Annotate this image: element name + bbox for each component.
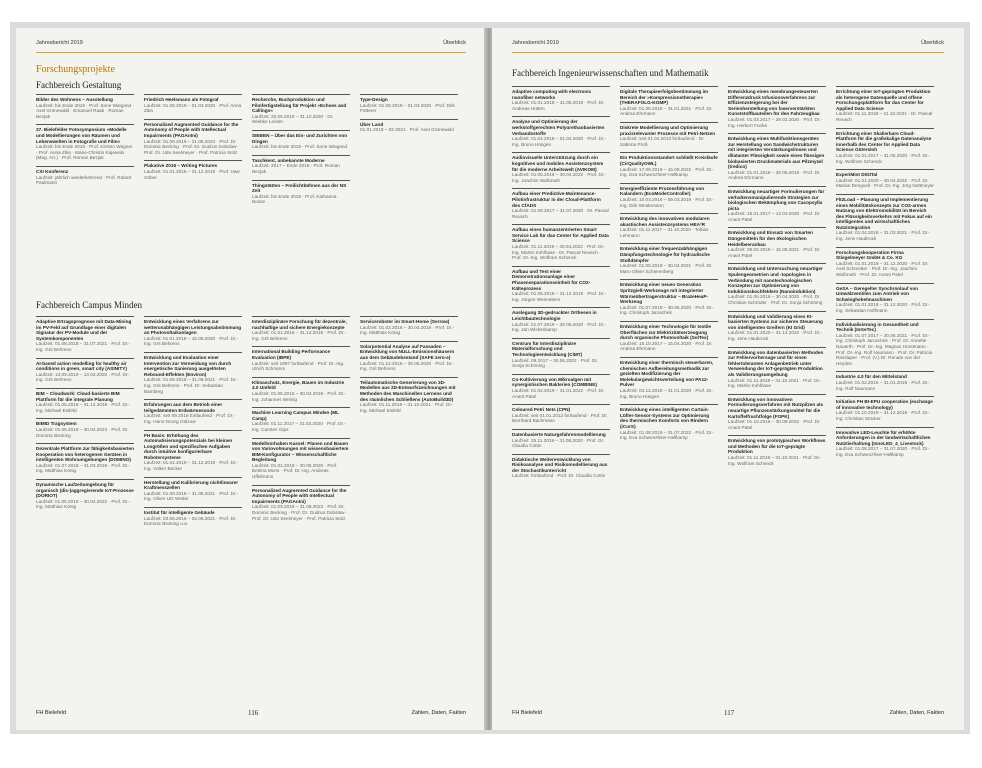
project-meta: Laufzeit: 01.09.2019 – 01.03.2020 · Prof. Dirk Fütterer bbox=[360, 102, 455, 114]
project-meta: Laufzeit: 01.01.2018 – 30.06.2019 · Prof. Dr. Andrea Ehrmann bbox=[728, 169, 821, 181]
page-title: Forschungsprojekte bbox=[36, 64, 115, 75]
project-entry bbox=[512, 116, 610, 147]
project-entry bbox=[144, 477, 242, 502]
project-title: Aufbau eines humanzentrierten Smart Service Lab für das Center for Applied Data Science bbox=[512, 227, 609, 244]
project-title: Interdisziplinäre Forschung für dezentrale, nachhaltige und sichere Energiekonzepte bbox=[252, 319, 347, 330]
project-meta: Laufzeit: bis Ende 2019 · Prof. Sone Wiegand · Axel Grünewald · Emanuel Raab · Roman Bezjak bbox=[36, 102, 134, 119]
project-meta: Laufzeit: seit 09.2016 fortlaufend · Prof. Dr.-Ing. Hans-Georg Gülzow bbox=[144, 413, 235, 424]
project-entry bbox=[252, 94, 350, 125]
project-title: Forschungskooperation Firma Stiegelmeyer GmbH & Co. KG bbox=[836, 249, 904, 261]
project-title: Serviceroboter im Smart-Home (Serrow) bbox=[360, 319, 450, 324]
project-meta: Laufzeit: 01.09.2019 – 31.08.2023 · Prof. Dr. Dominic Becking · Prof. Dr. Gudrun Dobslaw · Prof. Dr. Udo Seelmeyer · Prof. Patricia Stolz bbox=[252, 504, 348, 521]
project-title: Plakative 2015 – Writing Pictures bbox=[144, 163, 218, 169]
project-entry bbox=[728, 186, 826, 223]
project-title: Individualisierung in Gesundheit und Technik (InGeTec) bbox=[836, 321, 919, 333]
page-number: 117 bbox=[724, 709, 735, 717]
project-title: 37. Bielefelder Fotosymposium »Modelle und Modellierungen von Räumen und Lebenswelten in Fotografie und Film« bbox=[36, 127, 127, 144]
project-title: Industrie 4.0 für den Mittelstand bbox=[836, 374, 907, 380]
project-meta: Laufzeit: 01.07.2017 – 30.06.2021 · Prof. Dr.-Ing. Christoph Jaroschek · Prof. Dr. Annette Nauerth · Prof. Dr.-Ing. Magnus Horstmann · Prof. Dr.-Ing. Rolf Naumann · Prof. Dr. Patricia Rasslaper · Prof. (V.) Dr. Renate von der Heyden bbox=[836, 332, 933, 366]
project-meta: Laufzeit: 16.10.2017 – 15.04.2020 · Prof. Dr. Andrea Ehrmann bbox=[620, 340, 713, 352]
project-title: Aufbau einer Predictive-Maintenance-Pilotinfrastruktur in der Cloud-Plattform des CfADS bbox=[512, 191, 601, 208]
project-entry bbox=[620, 321, 718, 352]
column-ingenieur-4 bbox=[836, 86, 934, 462]
column-minden-2 bbox=[144, 316, 242, 532]
project-meta: Laufzeit: 01.02.2016 – 30.04.2019 · Prof. Dr.-Ing. Matthias König bbox=[360, 324, 455, 336]
project-title: Klimaschutz, Energie, Bauen im Industrie 4.0 Umfeld bbox=[252, 379, 345, 391]
project-title: Errichtung einer IoT-geprägten Produktion als heterogene Datenquelle und offene Forschungsplattform für das Center for Applied Data Science bbox=[836, 89, 931, 111]
project-meta: Laufzeit: 01.07.2018 – 31.03.2019 · Prof. Dr.-Ing. Matthias König bbox=[36, 462, 131, 474]
project-entry bbox=[36, 479, 134, 510]
project-meta: Laufzeit: 01.01.2018 – 30.06.2020 · Prof. Bettina Mons · Prof. Dr.-Ing. Andreas Uffelmann bbox=[252, 462, 338, 480]
project-entry bbox=[836, 194, 934, 242]
project-entry bbox=[728, 394, 826, 431]
project-entry bbox=[620, 279, 718, 316]
project-meta: Laufzeit: 01.08.2019 – 31.07.2022 · Prof. Dr.-Ing. Eva Schwenzfeier-Hellkamp bbox=[620, 429, 715, 441]
project-title: Ein Produktionsstandort schließt Kreisläufe (CirQualityOWL) bbox=[620, 155, 718, 166]
project-title: Taschkent, unbekannte Moderne bbox=[252, 157, 325, 163]
column-ingenieur-1 bbox=[512, 86, 610, 484]
project-title: Auslegung 3D-gedruckter Orthesen in Leichtbautechnologie bbox=[512, 310, 597, 321]
project-entry bbox=[620, 404, 718, 441]
project-entry bbox=[36, 166, 134, 186]
project-entry bbox=[728, 227, 826, 258]
project-title: Innovative LED-Leuchte für erhöhte Anforderungen in der landwirtschaftlichen Nutztierhaltung (InnoLED_4_Livestock) bbox=[836, 429, 931, 446]
header-label: Jahresbericht 2019 bbox=[512, 40, 559, 46]
column-gestaltung-2 bbox=[144, 94, 242, 185]
project-meta: Laufzeit: bis Ende 2019 · Prof. Kirsten Wagner · Prof. Anna Zika · Marie-Christin Kajewski (Mag. Art.) · Prof. Roman Bezjak bbox=[36, 144, 133, 161]
project-entry bbox=[144, 352, 242, 394]
project-meta: Laufzeit: 01.07.2019 – 30.06.2020 · Prof. Dr.-Ing. Jan Wickenkamp bbox=[512, 321, 607, 333]
right-page bbox=[492, 28, 964, 730]
project-title: Modellvorhaben Kassel: Planen und Bauen von Variovohnungen mit wissensbasiertem BIM-Konfigurator – Wissenschaftliche Begleitung bbox=[252, 440, 349, 463]
project-meta: Laufzeit: 01.05.2019 – 30.04.2023 · Prof. Dr. Dominic Becking bbox=[36, 426, 129, 438]
project-meta: Laufzeit: 09.2017 – 30.06.2022 · Prof. Dr. Sonja Schöning bbox=[512, 357, 598, 369]
project-meta: Laufzeit: 01.05.2019 – 30.04.2022 · Prof. Dr.-Ing. Matthias König bbox=[36, 498, 131, 510]
project-meta: Laufzeit: 01.08.2017 – 31.07.2020 · Prof. Dr.-Ing. Eva Schwenzfeier-Hellkamp bbox=[836, 446, 931, 457]
project-entry bbox=[144, 160, 242, 180]
project-meta: Laufzeit: 01.02.2016 – 31.01.2019 · Prof. Dr.-Ing. Rolf Naumann bbox=[836, 379, 931, 391]
project-entry bbox=[252, 377, 350, 402]
project-meta: Laufzeit: 13.09.2019 – 13.02.2020 · Prof. Dr.-Ing. Grit Behrens bbox=[36, 371, 131, 383]
project-meta: Laufzeit: fortlaufend · Prof. Dr. Claudia Cottin bbox=[512, 473, 606, 479]
project-meta: Laufzeit: 01.01.2020 – 31.12.2022 · Prof. Dr.-Ing. Jens Haubrock bbox=[728, 330, 823, 341]
project-title: Herstellung und Kalibrierung nichtlinearer Kraftmesszellen bbox=[144, 479, 239, 491]
project-title: SIEBEN – Über das Ein- und Zurichten von Dingen bbox=[252, 132, 348, 144]
project-title: Entwicklung eines intelligenten Curtain-Lüfter-Sensor-Systems zur Optimierung des thermischen Komforts von Rindern (iCurS) bbox=[620, 407, 710, 429]
project-title: Centrum für Interdisziplinäre Materialforschung und Technologieentwicklung (CiMT) bbox=[512, 340, 583, 357]
project-entry bbox=[512, 266, 610, 303]
project-title: Entwicklung eines membrangesteuerten Differenzdruck Infusionsverfahrens zur Effizienzsteigerung bei der Serienherstellung von faserverstärkten Kunststoffbauteilen für den Fahrzeugbau bbox=[728, 89, 820, 117]
project-title: Thingstätten – Freilichtbühnen aus der NS Zeit bbox=[252, 182, 347, 194]
project-meta: Laufzeit: 01.11.2018 – 31.10.2021 · Prof. Dr.-Ing. Martin Kohlhase bbox=[728, 377, 822, 389]
project-title: Aufbau und Test einer Demonstrationsanlage einer Phasenseparationseinheit für CO2-Kälteprozess bbox=[512, 268, 591, 291]
project-meta: Laufzeit: 01.11.2018 – 31.10.2021 · Prof. Dr.-Ing. Wolfram Schenck bbox=[728, 455, 822, 466]
project-meta: Laufzeit: 01.01.2018 – 15.09.2020 · Prof. Dr.-Ing. Grit Behrens bbox=[144, 335, 239, 347]
project-meta: Laufzeit: 01.08.2017 – 31.07.2020 · Dr. Pascal Reusch bbox=[512, 208, 609, 219]
project-entry bbox=[252, 316, 350, 341]
project-entry bbox=[36, 388, 134, 413]
project-meta: Laufzeit: 03.06.2016 – 02.06.2021 · Prof. Dr. Dominic Becking u.a. bbox=[144, 515, 237, 527]
project-title: Analyse und Optimierung der werkstoffgerechten Polyurethanbasierten Verbandsstoffe bbox=[512, 119, 605, 136]
section-heading-gestaltung: Fachbereich Gestaltung bbox=[36, 80, 122, 90]
project-title: Entwicklung neuartiger Formulierungen für verhaltensmanipulierende Strategien zur biologischen Bekämpfung von Cacopsylla picta bbox=[728, 188, 825, 211]
project-title: Entwicklung von innovativen Formulierungsverfahren mit Nutzpilzen als neuartige Pflanzenstärkungsmittel für die Kartoffelfruchtfolge (FOPK) bbox=[728, 396, 824, 419]
project-title: Friedrich Heelsmann als Fotograf bbox=[144, 97, 219, 102]
project-entry bbox=[144, 507, 242, 527]
project-entry bbox=[252, 346, 350, 371]
project-meta: Laufzeit: 05.02.2019 – 15.08.2021 · Prof. Dr. Anant Patel bbox=[728, 247, 821, 258]
project-title: GeSA – Geregelter Synchronlauf von Umwälzventilen zum Antrieb von Schwinghebelmaschinen bbox=[836, 285, 919, 302]
project-title: Entwicklung und Validierung eines KI-basierten Systems zur sicheren Steuerung von intelligenten Greifern (KI Grid) bbox=[728, 313, 823, 330]
project-meta: Laufzeit: 01.01.2015 – 31.12.2019 · Prof. Uwe Göbel bbox=[144, 168, 240, 180]
project-entry bbox=[620, 243, 718, 274]
column-minden-1 bbox=[36, 316, 134, 515]
project-entry bbox=[360, 316, 458, 336]
header-label: Jahresbericht 2019 bbox=[36, 40, 83, 46]
project-entry bbox=[836, 128, 934, 165]
project-meta: Laufzeit: 01.05.2018 – 31.12.2019 · Prof. Dr.-Ing. Michael Eisfeld bbox=[36, 402, 131, 413]
project-title: FlI2Load – Planung und Implementierung eines Mobilitätskonzepts zur CO2-armen Nutzung von Elektromobilität im Bereich des Flüssigkeitsverkehrs mit Fokus auf ein intelligentes und wirtschaftliches Nutzintegration bbox=[836, 196, 932, 230]
project-title: Entwicklung und Untersuchung neuartiger Spulengeometrien und -topologien in Verbindung mit nanotechnologischen Konzepten zur Optimierung von Induktionskochfeldern (Nanoinduktion) bbox=[728, 266, 823, 294]
project-entry bbox=[620, 152, 718, 177]
project-meta: Laufzeit: 01.04.2018 – 31.03.2021 · Prof. Dr.-Ing. Jens Haubrock bbox=[836, 230, 931, 242]
project-title: Teilautomatische Generierung von 3D-Modellen aus 2D-Entwurfszeichnungen mit Methoden des Maschinellen Lernens und des räumlichen Schließens (AutoBuild3D) bbox=[360, 379, 456, 402]
project-entry bbox=[252, 438, 350, 480]
project-entry bbox=[728, 133, 826, 181]
project-meta: Laufzeit: 01.11.2019 – 31.10.2021 · Prof. Dr.-Ing. Michael Eisfeld bbox=[360, 402, 454, 413]
project-entry bbox=[360, 377, 458, 414]
project-title: Entwicklung einer neuen Generation Spritzgieß-Werkzeuge mit integrierter Wärmeübertragerstruktur – BrazeHeaP-Werkzeug bbox=[620, 282, 709, 305]
project-title: Entwicklung und Evaluation einer Intervention zur Vermeidung von durch energetische Sanierung ausgelösten Rebound-Effekten (Environ) bbox=[144, 354, 232, 377]
column-ingenieur-2 bbox=[620, 86, 718, 446]
project-meta: Laufzeit: 01.09.2019 – 31.08.2021 · Prof. Dr.-Ing. Oliver Utz Wetter bbox=[144, 490, 239, 502]
project-title: Digitale Therapieerfolgsbestimmung im Bereich der »Kompressionstherapie« (THERAFOLG-KOMP) bbox=[620, 89, 709, 106]
project-title: Dynamische Laufzeitumgebung für organisch (dis-)aggregierende IoT-Prozesse (DORIOT) bbox=[36, 482, 134, 499]
project-meta: Laufzeit: 25.11.2019 – 31.08.2020 · Prof. Dr. Claudia Cottin bbox=[512, 437, 605, 449]
project-title: Errichtung einer Skalierbare Cloud-Plattform für die großskalige Datenanalyse innerhalb des Center for Applied Data Science Gütersloh bbox=[836, 130, 932, 153]
project-meta: Laufzeit: 15.01.2017 – 14.03.2020 · Prof. Dr. Anant Patel bbox=[728, 211, 821, 222]
project-title: Über Land bbox=[360, 121, 384, 127]
project-title: Entwicklung eines Multifunktionsgerätes zur Herstellung von Sandwichstrukturen mit integrierten Verstärkungslinsen und dilatanter Flüssigkeit sowie eines flüssigen biobasierten Druckmaterials aus Pilzmyzel (tredico) bbox=[728, 136, 825, 170]
project-entry bbox=[36, 443, 134, 474]
project-meta: Laufzeit: 01.09.2018 – 31.08.2021 · Prof. Dr.-Ing. Grit Behrens · Prof. Dr. Sebastian Bamberg bbox=[144, 377, 239, 394]
project-title: International Building Performance Evaluation (IBPE) bbox=[252, 349, 331, 360]
header-section: Überblick bbox=[443, 40, 466, 46]
project-entry bbox=[836, 427, 934, 458]
project-entry bbox=[252, 407, 350, 432]
project-title: Personalized Augmented Guidance for the Autonomy of People with Intellectual Impairments (PAGAnIni) bbox=[252, 487, 347, 504]
project-meta: Laufzeit: 01.07.2018 – 30.06.2020 · Prof. Dr.-Ing. Christoph Jaroschek bbox=[620, 304, 715, 316]
project-title: Entwicklung von prototypischen Workflows und Methoden für die IoT-geprägte Produktion bbox=[728, 438, 826, 455]
project-entry bbox=[620, 357, 718, 399]
project-title: Solarpotential Analyse auf Fassaden – Entwicklung von NULL-Emissionshäusern aus dem Gebäudebestand (SAFE zero-e) bbox=[360, 343, 455, 360]
footer-title: Zahlen, Daten, Fakten bbox=[889, 710, 944, 716]
open-book bbox=[10, 22, 970, 734]
project-entry bbox=[620, 213, 718, 238]
project-meta: Laufzeit: 01.01.2017 – 31.05.2020 · Prof. Dr.-Ing. Wolfram Schenck bbox=[836, 152, 931, 164]
project-title: Personalized Augmented Guidance for the Autonomy of People with Intellectual Impairments (PAGAnIni) bbox=[144, 121, 239, 138]
project-meta: Laufzeit: 01.10.2019 – 30.09.2022 · Prof. Dr. Anant Patel bbox=[728, 419, 821, 430]
project-entry bbox=[252, 130, 350, 150]
project-meta: Laufzeit: 2017 – Ende 2019 · Prof. Roman Bezjak bbox=[252, 163, 340, 174]
project-title: Diskrete Modellierung und Optimierung praxisrelevanter Prozesse mit Petri-Netzen bbox=[620, 124, 716, 136]
project-title: Entwicklung des innovativen modularen akustischen Assistenzsystems HEA²R bbox=[620, 216, 710, 227]
project-meta: Laufzeit: 01.08.2018 – 31.01.2021 · Prof. Dr. Andrea Ehrmann bbox=[620, 105, 713, 117]
project-meta: Laufzeit: 01.02.2019 – 31.01.2022 · Prof. Dr. Anant Patel bbox=[512, 387, 605, 399]
project-entry bbox=[252, 155, 350, 175]
project-meta: Laufzeit: 01.01.2016 – 31.12.2019 · Prof. Dr.-Ing. Grit Behrens bbox=[252, 330, 347, 341]
project-entry bbox=[144, 399, 242, 424]
project-meta: Laufzeit: 01.01.2018 – 31.12.2020 · Prof. Dr.-Ing. Sebastian Hoffmann bbox=[836, 302, 931, 313]
project-meta: Laufzeit: 01.01.2020 – 30.04.2022 · Prof. Dr. Marian Dengvall · Prof. Dr.-Ing. Jörg Nottmeyer bbox=[836, 177, 934, 189]
project-entry bbox=[836, 396, 934, 421]
project-title: Coloured Petri Nets (CPN) bbox=[512, 407, 571, 413]
project-entry bbox=[836, 86, 934, 123]
project-meta: Laufzeit: 01.09.2019 – 01.03.2020 · Prof. Anna Zika bbox=[144, 102, 242, 114]
project-meta: Laufzeit: 01.03.2017 – 29.02.2020 · Prof. Dr.-Ing. Herbert Funke bbox=[728, 116, 823, 128]
project-entry bbox=[252, 485, 350, 522]
project-title: Co-Kultivierung von Mikroalgen mit synergistischen Bakterien (COMBINE) bbox=[512, 376, 597, 388]
project-entry bbox=[512, 86, 610, 111]
project-meta: Laufzeit: 01.05.2019 – 30.04.2021 · Prof. Dr. Marc-Oliver Schierenberg bbox=[620, 263, 713, 274]
project-meta: Laufzeit: 01.11.2018 – 31.10.2021 · Dr. Pascal Reusch bbox=[836, 111, 933, 122]
project-entry bbox=[512, 404, 610, 424]
project-meta: Laufzeit: 01.08.2018 – 31.07.2021 · Prof. Dr.-Ing. Grit Behrens bbox=[36, 341, 131, 352]
project-meta: Laufzeit: 01.05.2019 – 30.04.2022 · Prof. Dr.-Ing. Joachim Waßmuth bbox=[512, 172, 607, 183]
project-entry bbox=[512, 374, 610, 399]
project-entry bbox=[360, 341, 458, 372]
project-title: BIM – Cloudwork: Cloud-basierte BIM Plattform für die integrale Planung bbox=[36, 390, 120, 402]
footer-institution: FH Bielefeld bbox=[512, 710, 542, 716]
project-entry bbox=[36, 94, 134, 119]
project-entry bbox=[36, 316, 134, 353]
project-entry bbox=[728, 311, 826, 342]
project-entry bbox=[836, 283, 934, 314]
project-title: Entwicklung einer Technologie für textile Oberflächen zur Elektrizitätserzeugung durch organische Photovoltaik (SolTex) bbox=[620, 324, 712, 341]
project-title: Institut für intelligente Gebäude bbox=[144, 510, 215, 516]
project-meta: Laufzeit: 01.05.2016 – 30.04.2019 · Prof. Dr.-Ing. Johannes Weinig bbox=[252, 390, 347, 402]
project-entry bbox=[512, 307, 610, 332]
project-meta: Laufzeit: 17.09.2019 – 16.09.2022 · Prof. Dr.-Ing. Eva Schwenzfeier-Hellkamp bbox=[620, 166, 715, 178]
column-gestaltung-3 bbox=[252, 94, 350, 210]
project-title: Bilder des Wohnens – Ausstellung bbox=[36, 97, 113, 102]
project-meta: Laufzeit: bis Ende 2019 · Prof. Katharina Bosse bbox=[252, 193, 337, 205]
page-number: 116 bbox=[248, 709, 259, 717]
project-title: Initiation FH BI-EPU cooperation (exchange of innovative technology) bbox=[836, 399, 933, 410]
project-title: Machine Learning Campus Minden (ML Camp) bbox=[252, 410, 339, 421]
project-meta: Laufzeit: 01.11.2017 – 31.03.2020 · Prof. Dr.-Ing. Carsten Gips bbox=[252, 421, 346, 432]
column-gestaltung-4 bbox=[360, 94, 458, 138]
column-minden-4 bbox=[360, 316, 458, 418]
project-meta: Laufzeit: 01.01.2019 – 31.12.2019 · Prof. Dr.-Ing. Volker Becker bbox=[144, 460, 239, 472]
project-meta: Laufzeit: 01.10.2019 – 31.12.2019 · Prof. Dr.-Ing. Christian Stöcker bbox=[836, 410, 931, 421]
project-entry bbox=[144, 94, 242, 114]
project-meta: Laufzeit: 01.11.2019 – 30.04.2022 · Prof. Dr.-Ing. Martin Kohlhase · Dr. Pascal Reusch · Prof. Dr.-Ing. Wolfram Schenck bbox=[512, 244, 606, 261]
project-entry bbox=[144, 316, 242, 347]
column-gestaltung-1 bbox=[36, 94, 134, 191]
project-entry bbox=[836, 319, 934, 367]
project-title: Entwicklung einer frequenzabhängigen Dämpfungstechnologie für hydraulische Stoßdämpfer bbox=[620, 246, 710, 263]
project-title: CXI Konferenz bbox=[36, 168, 69, 174]
project-meta: 01.01.2019 – 02.2021 · Prof. Axel Grünewald bbox=[360, 127, 454, 133]
project-meta: Laufzeit: bis Ende 2019 · Prof. Sone Wiegand bbox=[252, 144, 348, 150]
project-title: FH Basis: Erhöhung des Automatisierungspotenzials bei kleinen Losgrößen und spezifischen Aufgaben durch intuitive konfigurierbare Robotersysteme bbox=[144, 432, 233, 460]
project-title: Entwicklung eines Verfahrens zur wetterunabhängigen Leistungsabstimmung an Photovoltaikanlagen bbox=[144, 319, 242, 336]
project-entry bbox=[836, 169, 934, 189]
project-entry bbox=[512, 429, 610, 449]
project-meta: Laufzeit: seit 01.04.2013 fortlaufend · Dr. Sabrina Proß bbox=[620, 136, 705, 147]
project-entry bbox=[728, 347, 826, 389]
project-entry bbox=[836, 247, 934, 278]
project-title: AI-based action modelling for healthy air conditions in green, smart city (ASINITY) bbox=[36, 360, 127, 372]
project-meta: Laufzeit: 01.01.2018 – 31.12.2020 · Prof. Dr. Axel Schneider · Prof. Dr.-Ing. Joachim Waßmuth · Prof. Dr. Anant Patel bbox=[836, 260, 929, 278]
column-ingenieur-3 bbox=[728, 86, 826, 471]
project-meta: Laufzeit: 01.04.2018 – 01.04.2020 · Prof. Dr.-Ing. Bruno Hüsgen bbox=[512, 136, 607, 147]
project-entry bbox=[512, 224, 610, 261]
section-heading-ingenieur: Fachbereich Ingenieurwissenschaften und Mathematik bbox=[512, 68, 709, 78]
project-entry bbox=[512, 454, 610, 479]
project-entry bbox=[360, 119, 458, 133]
project-meta: Laufzeit: 01.11.2017 – 31.10.2020 · Tobias Lehmann bbox=[620, 227, 709, 238]
project-title: Dezentrale Plattform zur fähigkeitsbasierten Kooperation von heterogenen Geräten in intelligenten Wohnumgebungen (DOMINO) bbox=[36, 446, 134, 463]
project-meta: Laufzeit: 01.09.2019 – 31.08.2023 · Prof. Dr. Dominic Becking · Prof. Dr. Gudrun Dobslaw · Prof. Dr. Udo Seelmeyer · Prof. Patricia Stolz bbox=[144, 138, 240, 155]
project-entry bbox=[252, 180, 350, 205]
project-entry bbox=[728, 263, 826, 305]
project-meta: Laufzeit: 01.06.2016 – 30.04.2020 · Prof. Dr. Christian Schröder · Prof. Dr. Sonja Schöning bbox=[728, 294, 823, 305]
project-entry bbox=[512, 152, 610, 183]
project-meta: Laufzeit: seit 01.01.2012 fortlaufend · Prof. Dr. Bernhard Bachmann bbox=[512, 412, 608, 424]
header-section: Überblick bbox=[921, 40, 944, 46]
project-entry bbox=[144, 119, 242, 156]
project-entry bbox=[512, 338, 610, 369]
project-title: Recherche, Buchproduktion und Filmfertigstellung für Projekt »Echoes and Callings« bbox=[252, 97, 347, 114]
project-title: Type-Design bbox=[360, 97, 388, 102]
project-meta: Laufzeit: 10.03.2016 – 09.03.2019 · Prof. Dr.-Ing. Dirk Weidemann bbox=[620, 196, 715, 208]
project-meta: Laufzeit: 01.05.2019 – 31.12.2019 · Prof. Dr.-Ing. Jürgen Wennekers bbox=[512, 291, 607, 302]
left-page bbox=[16, 28, 486, 730]
project-entry bbox=[836, 371, 934, 391]
column-minden-3 bbox=[252, 316, 350, 526]
project-entry bbox=[728, 86, 826, 128]
footer-title: Zahlen, Daten, Fakten bbox=[411, 710, 466, 716]
project-title: Adaptive Ertragsprognose mit Data-Mining im PV-Feld auf Grundlage einer digitalen Signatur der PV-Module und der Systemkomponenten bbox=[36, 319, 132, 341]
project-meta: Laufzeit: seit 1997 fortlaufend · Prof. Dr.-Ing. Ulrich Schramm bbox=[252, 360, 345, 372]
project-meta: Laufzeit: 03.12.2018 – 31.01.2020 · Prof. Dr.-Ing. Bruno Hüsgen bbox=[620, 387, 715, 399]
project-title: Datenbasierte Naturgefahrenmodellierung bbox=[512, 431, 606, 437]
project-title: Audiovisuelle Unterstützung durch ein kognitives und mobiles Assistenzsystem für die moderne Arbeitswelt (AVIKOM) bbox=[512, 155, 604, 172]
project-title: Entwicklung von datenbasierten Methoden zur Fehlervorhersage und für einen fehlertoleranten Anlagenbetrieb unter Verwendung der IoT-geprägten Produktion als Validierungsumgebung bbox=[728, 349, 824, 377]
project-entry bbox=[512, 188, 610, 219]
project-title: Entwicklung und Einsatz von Smarten Düngemitteln für den ökologischen Heidelbeeranbau bbox=[728, 230, 813, 247]
project-entry bbox=[360, 94, 458, 114]
section-heading-minden: Fachbereich Campus Minden bbox=[36, 300, 142, 310]
project-entry bbox=[620, 183, 718, 208]
header-rule bbox=[512, 52, 944, 53]
project-title: Didaktische Weiterentwicklung von Risikoanalyse und Risikomodellierung aus der Stochastikunterricht bbox=[512, 456, 608, 473]
header-rule bbox=[36, 52, 466, 53]
project-entry bbox=[36, 124, 134, 161]
project-title: Erfahrungen aus dem Betrieb einer teilgedämmten Erdwärmesonde bbox=[144, 402, 223, 413]
project-entry bbox=[728, 435, 826, 466]
project-entry bbox=[36, 358, 134, 383]
project-entry bbox=[620, 122, 718, 147]
project-title: Adaptive computing with electronic nanofiber networks bbox=[512, 89, 592, 100]
project-entry bbox=[36, 418, 134, 438]
project-title: Entwicklung einer thermisch steuerbaren, chemischen Aufbereitungsmethodik zur gezielten Modifizierung der Molekulargewichtsverteilung von PA12-Pulver bbox=[620, 359, 714, 388]
project-meta: Laufzeit: jährlich wiederkehrend · Prof. Robert Paulmann bbox=[36, 174, 132, 186]
project-meta: Laufzeit: 01.12.2016 – 30.06.2020 · Prof. Dr.-Ing. Grit Behrens bbox=[360, 360, 455, 372]
project-entry bbox=[620, 86, 718, 117]
project-meta: Laufzeit: 01.01.2018 – 31.05.2019 · Prof. Dr. Andreas Hütten bbox=[512, 100, 605, 111]
project-meta: Laufzeit: 20.05.2019 – 31.12.2020 · Dr. Wiebke Leister bbox=[252, 113, 334, 125]
footer-institution: FH Bielefeld bbox=[36, 710, 66, 716]
project-entry bbox=[144, 430, 242, 472]
project-title: ExperiMint DIGITal bbox=[836, 172, 878, 178]
project-title: Energieeffiziente Prozessführung von Kalandern (EcoModeController) bbox=[620, 185, 705, 197]
project-title: BIMID Tragsystem bbox=[36, 421, 77, 427]
